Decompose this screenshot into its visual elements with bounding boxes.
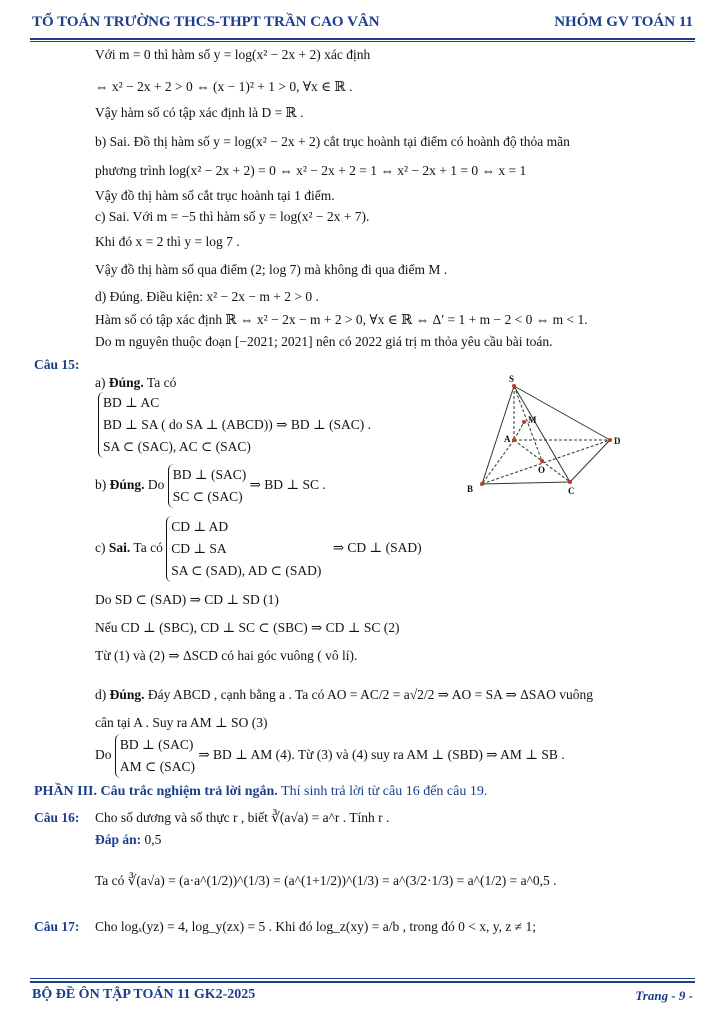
q15-part-b: b) Đúng. Do BD ⊥ (SAC) SC ⊂ (SAC) ⇒ BD ⊥ SC . — [95, 464, 326, 508]
solution-line: b) Sai. Đồ thị hàm số y = log(x² − 2x + 2) cắt trục hoành tại điểm có hoành độ thỏa mãn — [95, 134, 570, 149]
vertex-label: S — [509, 374, 515, 384]
vertex-label: B — [467, 484, 474, 494]
solution-line: phương trình log(x² − 2x + 2) = 0 ⇔ x² − 2x + 2 = 1 ⇔ x² − 2x + 1 = 0 ⇔ x = 1 — [95, 163, 527, 178]
footer-rule-thin — [30, 978, 695, 979]
header-rule — [30, 38, 695, 40]
solution-line: Khi đó x = 2 thì y = log 7 . — [95, 234, 240, 249]
q15-part-c: c) Sai. Ta có CD ⊥ AD CD ⊥ SA SA ⊂ (SAD), AD ⊂ (SAD) ⇒ CD ⊥ (SAD) — [95, 516, 422, 582]
header-left: TỔ TOÁN TRƯỜNG THCS-THPT TRẦN CAO VÂN — [32, 14, 380, 30]
q15-c-line: Nếu CD ⊥ (SBC), CD ⊥ SC ⊂ (SBC) ⇒ CD ⊥ SC (2) — [95, 620, 400, 635]
question-17-label: Câu 17: — [34, 919, 80, 934]
q15-c-line: Do SD ⊂ (SAD) ⇒ CD ⊥ SD (1) — [95, 592, 279, 607]
q15-c-line: Từ (1) và (2) ⇒ ΔSCD có hai góc vuông ( vô lí). — [95, 648, 358, 663]
segment-AM — [514, 422, 524, 440]
edge-SD — [514, 386, 610, 440]
solution-line: d) Đúng. Điều kiện: x² − 2x − m + 2 > 0 . — [95, 289, 319, 304]
q15-d-line: cân tại A . Suy ra AM ⊥ SO (3) — [95, 715, 268, 730]
solution-line: Vậy đồ thị hàm số cắt trục hoành tại 1 điểm. — [95, 188, 335, 203]
page-number: Trang - 9 - — [635, 988, 693, 1003]
solution-line: Với m = 0 thì hàm số y = log(x² − 2x + 2) xác định — [95, 47, 371, 62]
q15-d-system: Do BD ⊥ (SAC) AM ⊂ (SAC) ⇒ BD ⊥ AM (4). Từ (3) và (4) suy ra AM ⊥ (SBD) ⇒ AM ⊥ SB . — [95, 734, 565, 778]
brace-system: BD ⊥ (SAC) SC ⊂ (SAC) — [168, 464, 246, 508]
header-right: NHÓM GV TOÁN 11 — [554, 14, 693, 30]
page-header — [30, 6, 695, 36]
pyramid-figure — [462, 372, 632, 502]
solution-line: Do m nguyên thuộc đoạn [−2021; 2021] nên có 2022 giá trị m thỏa yêu cầu bài toán. — [95, 334, 553, 349]
vertex-label: O — [538, 465, 546, 475]
edge-CD — [570, 440, 610, 482]
q15-part-d: d) Đúng. Đáy ABCD , cạnh bằng a . Ta có AO = AC/2 = a√2/2 ⇒ AO = SA ⇒ ΔSAO vuông — [95, 687, 593, 702]
solution-line: c) Sai. Với m = −5 thì hàm số y = log(x² − 2x + 7). — [95, 209, 370, 224]
edge-BC — [482, 482, 570, 484]
solution-line: Vậy đồ thị hàm số qua điểm (2; log 7) mà không đi qua điểm M . — [95, 262, 448, 277]
brace-system: CD ⊥ AD CD ⊥ SA SA ⊂ (SAD), AD ⊂ (SAD) — [166, 516, 321, 582]
part-3-heading: PHẦN III. Câu trắc nghiệm trả lời ngắn. Thí sinh trả lời từ câu 16 đến câu 19. — [34, 784, 488, 799]
q16-work: Ta có ∛(a√a) = (a·a^(1/2))^(1/3) = (a^(1+1/2))^(1/3) = a^(3/2·1/3) = a^(1/2) = a^0,5 . — [95, 873, 557, 888]
q16-text: Cho số dương và số thực r , biết ∛(a√a) = a^r . Tính r . — [95, 810, 390, 825]
vertex-label: A — [504, 434, 511, 444]
q15-part-a: a) Đúng. Ta có — [95, 375, 177, 390]
q15-a-system — [98, 392, 371, 458]
brace-system: BD ⊥ AC BD ⊥ SA ( do SA ⊥ (ABCD)) ⇒ BD ⊥ (SAC) . SA ⊂ (SAC), AC ⊂ (SAC) — [98, 392, 371, 458]
q16-answer: Đáp án: 0,5 — [95, 832, 162, 847]
vertex-label: D — [614, 436, 621, 446]
footer-left: BỘ ĐỀ ÔN TẬP TOÁN 11 GK2-2025 — [32, 987, 256, 1002]
q17-text: Cho logₓ(yz) = 4, log_y(zx) = 5 . Khi đó log_z(xy) = a/b , trong đó 0 < x, y, z ≠ 1; — [95, 919, 536, 934]
question-15-label: Câu 15: — [34, 357, 80, 372]
vertex-label: M — [528, 415, 537, 425]
page-footer — [30, 978, 695, 1018]
brace-system: BD ⊥ (SAC) AM ⊂ (SAC) — [115, 734, 195, 778]
vertex-label: C — [568, 486, 575, 496]
solution-line: ⇔ x² − 2x + 2 > 0 ⇔ (x − 1)² + 1 > 0, ∀x ∈ ℝ . — [95, 79, 353, 94]
edge-AB — [482, 440, 514, 484]
solution-line: Hàm số có tập xác định ℝ ⇔ x² − 2x − m + 2 > 0, ∀x ∈ ℝ ⇔ Δ′ = 1 + m − 2 < 0 ⇔ m < 1. — [95, 312, 588, 327]
diag-BD — [482, 440, 610, 484]
header-rule-thin — [30, 41, 695, 42]
solution-line: Vậy hàm số có tập xác định là D = ℝ . — [95, 105, 304, 120]
footer-rule — [30, 981, 695, 983]
question-16-label: Câu 16: — [34, 810, 80, 825]
